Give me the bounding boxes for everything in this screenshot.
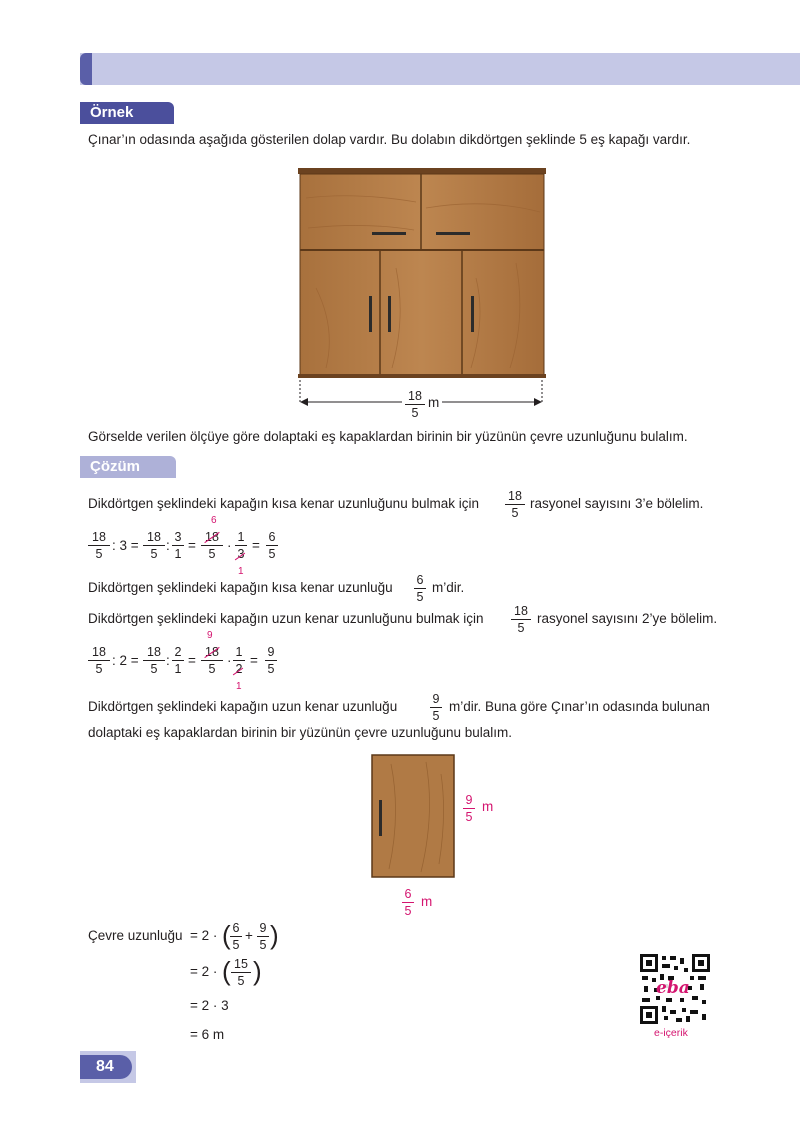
result1-fraction: 6 5 — [414, 573, 426, 604]
question-text: Görselde verilen ölçüye göre dolaptaki eş kapaklardan birinin bir yüzünün çevre uzunluğunu bulalım. — [88, 429, 688, 444]
step1-fraction: 18 5 — [505, 489, 525, 520]
step2-text-a: Dikdörtgen şeklindeki kapağın uzun kenar uzunluğunu bulmak için — [88, 611, 484, 626]
ornek-label: Örnek — [90, 104, 134, 121]
cabinet-width-fraction: 18 5 — [405, 389, 425, 420]
page-number: 84 — [96, 1058, 114, 1075]
ornek-badge — [80, 102, 174, 124]
result2-text-b: m’dir. Buna göre Çınar’ın odasında bulunan — [449, 699, 710, 714]
result1-text-a: Dikdörtgen şeklindeki kapağın kısa kenar uzunluğu — [88, 580, 393, 595]
cabinet-illustration — [296, 168, 548, 410]
qr-label: e-içerik — [654, 1027, 688, 1039]
door-height-unit: m — [482, 799, 494, 814]
step1-text-a: Dikdörtgen şeklindeki kapağın kısa kenar uzunluğunu bulmak için — [88, 496, 479, 511]
door-height-fraction: 9 5 — [463, 793, 475, 824]
intro-text: Çınar’ın odasında aşağıda gösterilen dolap vardır. Bu dolabın dikdörtgen şeklinde 5 eş kapağı vardır. — [88, 132, 691, 147]
cabinet-width-unit: m — [428, 395, 440, 410]
result2-fraction: 9 5 — [430, 692, 442, 723]
result2-text-a: Dikdörtgen şeklindeki kapağın uzun kenar uzunluğu — [88, 699, 398, 714]
cozum-badge — [80, 456, 176, 478]
door-illustration — [371, 754, 455, 878]
door-width-unit: m — [421, 894, 433, 909]
header-accent — [80, 53, 92, 85]
result1-text-b: m’dir. — [432, 580, 465, 595]
cozum-label: Çözüm — [90, 458, 140, 475]
door-width-fraction: 6 5 — [402, 887, 414, 918]
step1-text-b: rasyonel sayısını 3’e bölelim. — [530, 496, 704, 511]
eba-logo: eba — [656, 978, 690, 998]
perimeter-label: Çevre uzunluğu — [88, 928, 183, 943]
step2-text-b: rasyonel sayısını 2’ye bölelim. — [537, 611, 718, 626]
header-band — [80, 53, 800, 85]
result2-line2: dolaptaki eş kapaklardan birinin bir yüzünün çevre uzunluğunu bulalım. — [88, 725, 513, 740]
step2-fraction: 18 5 — [511, 604, 531, 635]
